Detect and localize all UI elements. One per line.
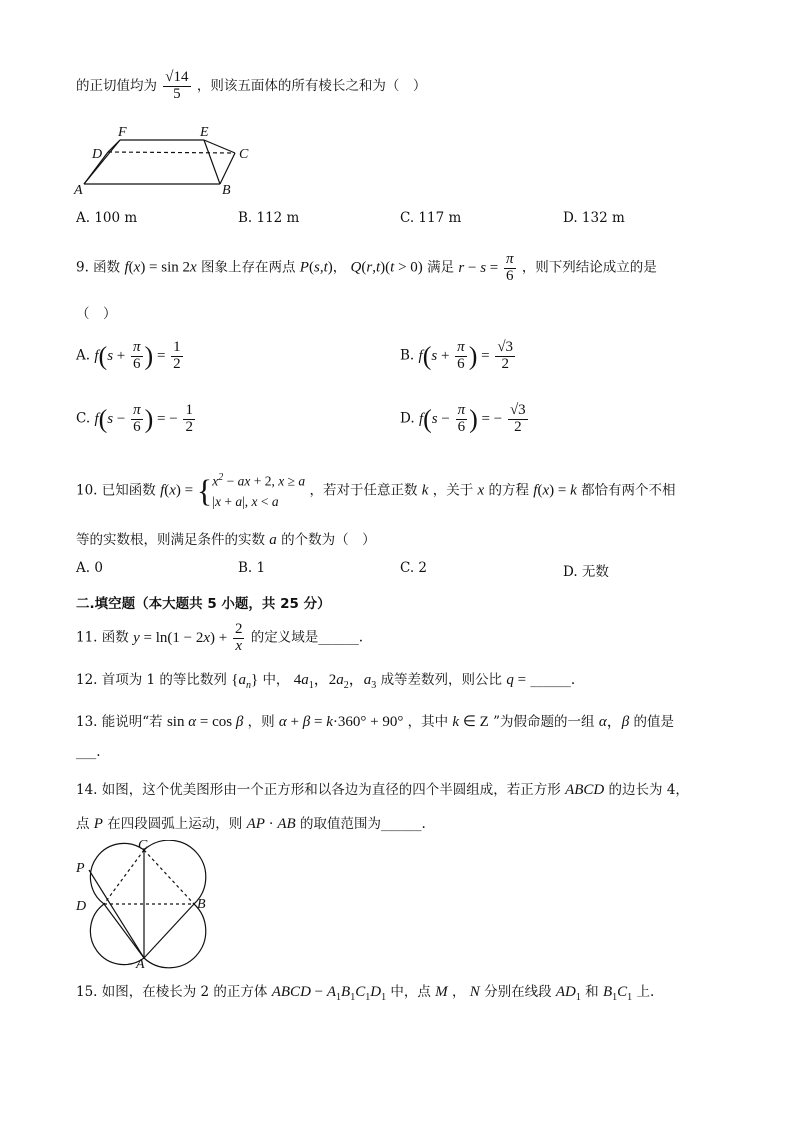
q8-fraction: $\frac{√14}{5}$ — [165, 69, 189, 102]
q13-stem — [76, 710, 674, 731]
q12-text3: ______. — [530, 672, 576, 688]
label-b: B — [222, 183, 231, 198]
q9-option-c-label: C. — [76, 410, 91, 427]
q9-point-p: P(s,t) — [299, 259, 333, 276]
q15-point-n: N — [469, 984, 480, 1000]
q12-stem — [76, 668, 575, 691]
arc-cb — [144, 840, 206, 904]
label-a: A — [74, 183, 83, 198]
q9-option-a[interactable] — [76, 340, 185, 373]
q14-line2c-text: 的取值范围为______. — [300, 816, 426, 832]
q8-option-d[interactable]: D. 132 m — [563, 210, 625, 226]
side-ba — [144, 904, 194, 958]
side-cd — [104, 850, 144, 904]
q14-label-c: C — [138, 840, 148, 853]
q15-cube: ABCD − $A_1B_1C_1D_1$ — [271, 984, 387, 1003]
q9-point-q: Q(r,t)(t > 0) — [350, 259, 423, 276]
q15-text1: 中，点 — [390, 984, 431, 1000]
q14-label-b: B — [197, 897, 206, 912]
q15-text2: ， — [451, 984, 466, 1000]
q14-label-a: A — [136, 957, 145, 970]
q8-option-b[interactable]: B. 112 m — [238, 210, 300, 226]
label-d: D — [92, 147, 103, 162]
q12-terms: $4a_1$，$2a_2$，$a_3$ — [293, 672, 377, 691]
q10-option-d[interactable]: D. 无数 — [563, 564, 609, 580]
q11-number: 11. 函数 — [76, 629, 129, 646]
q9-number: 9. 函数 — [76, 259, 121, 276]
q9-option-b-expr: f(s + $\frac{\pi}{6}$ ) = $\frac{√3}{2}$ — [418, 339, 514, 372]
q10-line2-text: 等的实数根，则满足条件的实数 — [76, 532, 265, 548]
q14-label-d: D — [76, 899, 87, 914]
q14-line1b-text: 的边长为 4， — [608, 782, 689, 798]
q10-stem — [76, 470, 676, 512]
q9-option-b-label: B. — [400, 347, 415, 364]
q9-option-d-expr: f(s − $\frac{\pi}{6}$ ) = − $\frac{√3}{2}$ — [418, 402, 526, 435]
q14-dot-product: AP · AB — [246, 816, 296, 832]
q14-line2 — [76, 812, 426, 833]
q9-option-c-expr: f(s − $\frac{\pi}{6}$ ) = − $\frac{1}{2}$ — [94, 402, 193, 435]
edge-dc-hidden — [108, 152, 235, 153]
q14-line2b-text: 在四段圆弧上运动，则 — [107, 816, 243, 832]
q13-alpha-beta: α，β — [598, 714, 630, 730]
q10-line2b-text: 的个数为（ ） — [281, 532, 376, 548]
q9-condition: r − s = $\frac{\pi}{6}$ — [458, 251, 514, 284]
q9-option-d-label: D. — [400, 410, 415, 427]
q14-point-p: P — [93, 816, 103, 832]
edge-eb — [204, 140, 220, 184]
q13-text4: 的值是 — [633, 714, 674, 730]
q10-line2 — [76, 528, 376, 549]
q12-sequence: $\{a_n\}$ — [231, 672, 259, 691]
q13-text2: ，其中 — [407, 714, 449, 730]
q10-number: 10. 已知函数 — [76, 482, 156, 499]
q13-premise: sin α = cos β — [166, 714, 244, 730]
label-e: E — [200, 125, 209, 140]
q9-paren: （ ） — [76, 306, 117, 322]
q15-segment-ad1: $AD_1$ — [555, 984, 581, 1003]
q15-text3: 分别在线段 — [484, 984, 552, 1000]
q10-text2: ，关于 — [432, 482, 474, 499]
q9-text2: 满足 — [427, 259, 455, 276]
q13-text1: ，则 — [247, 714, 275, 730]
q9-stem: 9. 函数 f(x) = sin 2x 图象上存在两点 P(s,t)， Q(r,t)(t > 0) 满足 r − s = $\frac{\pi}{6}$ ，则下列结论成立的是 — [76, 251, 657, 284]
arc-ad — [90, 904, 144, 965]
q11-stem — [76, 622, 363, 655]
q9-option-d[interactable] — [400, 403, 530, 436]
q13-text3: ”为假命题的一组 — [493, 714, 595, 730]
q10-equation: f(x) = k — [533, 482, 577, 499]
segment-pa — [89, 870, 144, 958]
q12-number: 12. 首项为 1 的等比数列 — [76, 672, 227, 688]
q8-option-a[interactable]: A. 100 m — [76, 210, 138, 226]
q8-tail-line — [76, 70, 426, 103]
q14-line1-text: 14. 如图，这个优美图形由一个正方形和以各边为直径的四个半圆组成，若正方形 — [76, 782, 561, 798]
side-da — [104, 904, 144, 958]
q10-var-k: k — [421, 482, 429, 499]
q9-option-c[interactable] — [76, 403, 197, 436]
q10-option-a[interactable]: A. 0 — [76, 560, 103, 576]
q13-blank[interactable]: ___. — [76, 744, 101, 760]
q10-text1: ，若对于任意正数 — [309, 482, 418, 499]
side-cb — [144, 850, 194, 904]
q9-option-a-expr: f(s + $\frac{\pi}{6}$ ) = $\frac{1}{2}$ — [94, 339, 181, 372]
q9-function: f(x) = sin 2x — [124, 259, 197, 276]
edge-df — [108, 140, 120, 152]
section-2-heading: 二.填空题（本大题共 5 小题，共 25 分） — [76, 596, 331, 612]
q8-text-after: ，则该五面体的所有棱长之和为（ ） — [196, 77, 427, 94]
q12-text1: 中， — [262, 672, 290, 688]
q11-text: 的定义域是______. — [250, 629, 364, 646]
q14-figure — [70, 840, 220, 970]
q9-option-a-label: A. — [76, 347, 91, 364]
q8-pentahedron-figure — [70, 122, 260, 200]
q10-text3: 的方程 — [488, 482, 529, 499]
q14-line1 — [76, 778, 689, 799]
label-c: C — [239, 147, 249, 162]
arc-ba — [144, 904, 206, 968]
q15-number: 15. 如图，在棱长为 2 的正方体 — [76, 984, 268, 1000]
q10-option-b[interactable]: B. 1 — [238, 560, 266, 576]
q15-text4: 和 — [585, 984, 599, 1000]
q9-option-b[interactable] — [400, 340, 517, 373]
q14-label-p: P — [76, 861, 85, 876]
q12-var-q: q = — [506, 672, 527, 688]
q10-option-c[interactable]: C. 2 — [400, 560, 428, 576]
label-f: F — [118, 125, 127, 140]
q14-square-name: ABCD — [565, 782, 605, 798]
q11-function: y = ln(1 − 2x) + $\frac{2}{x}$ — [133, 621, 243, 654]
edge-bc — [220, 153, 235, 184]
q13-number: 13. 能说明“若 — [76, 714, 163, 730]
q13-k-in-z: k ∈ Z — [452, 714, 489, 730]
q10-text4: 都恰有两个不相 — [581, 482, 676, 499]
q9-text3: ，则下列结论成立的是 — [521, 259, 657, 276]
q9-text1: 图象上存在两点 — [201, 259, 296, 276]
q15-point-m: M — [435, 984, 448, 1000]
q10-piecewise: {$x^2$ − ax + 2, x ≥ a |x + a|, x < a — [196, 472, 306, 509]
arc-dc — [90, 843, 144, 904]
q13-conclusion: α + β = k·360° + 90° — [278, 714, 404, 730]
q15-stem — [76, 980, 654, 1003]
q8-text-before: 的正切值均为 — [76, 77, 157, 94]
q10-var-x: x — [477, 482, 485, 499]
q15-segment-b1c1: $B_1C_1$ — [602, 984, 633, 1003]
q14-line2a-text: 点 — [76, 816, 90, 832]
q15-text5: 上. — [636, 984, 655, 1000]
q8-option-c[interactable]: C. 117 m — [400, 210, 462, 226]
q10-var-a: a — [269, 532, 277, 548]
q12-text2: 成等差数列，则公比 — [380, 672, 503, 688]
q10-function: f(x) = — [160, 482, 197, 499]
